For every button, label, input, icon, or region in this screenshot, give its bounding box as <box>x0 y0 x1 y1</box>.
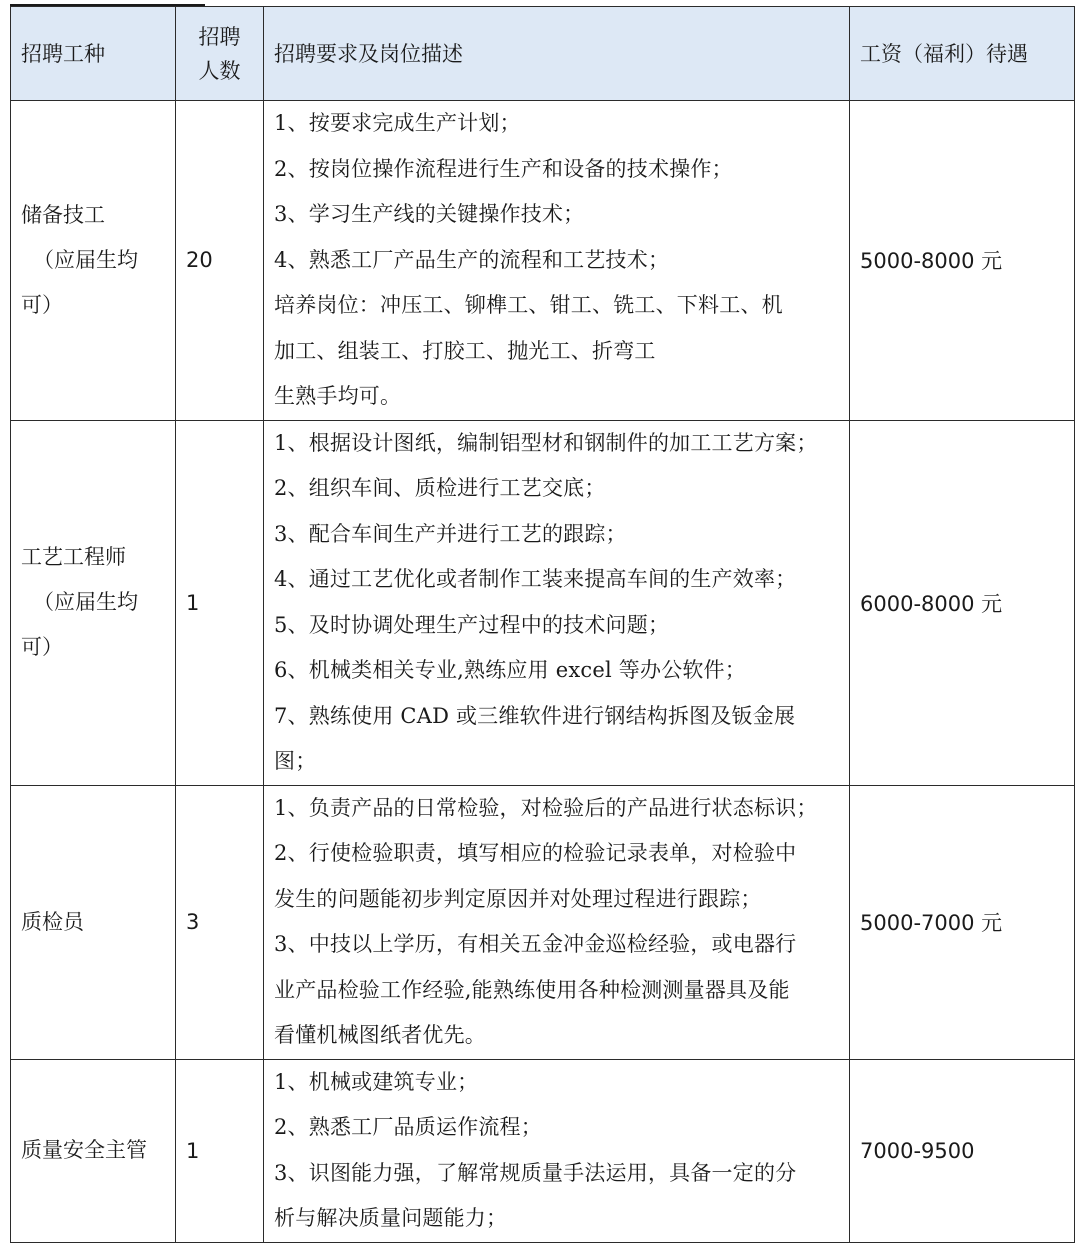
job-title: 工艺工程师 <box>21 545 126 569</box>
job-title: 质检员 <box>21 909 84 934</box>
job-note: （应届生均 <box>33 247 138 272</box>
job-salary: 7000-9500 <box>850 1059 1075 1242</box>
desc-line: 2、组织车间、质检进行工艺交底； <box>274 476 606 500</box>
desc-line: 3、中技以上学历，有相关五金冲金巡检经验，或电器行 <box>274 932 797 956</box>
job-count: 3 <box>176 785 264 1059</box>
desc-line: 4、通过工艺优化或者制作工装来提高车间的生产效率； <box>274 567 797 591</box>
job-description <box>264 785 850 1059</box>
job-title: 质量安全主管 <box>21 1138 147 1162</box>
desc-line: 2、熟悉工厂品质运作流程； <box>274 1115 542 1139</box>
table-header-row <box>11 7 1075 101</box>
desc-line: 3、学习生产线的关键操作技术； <box>274 202 585 226</box>
job-note: （应届生均 <box>33 590 138 614</box>
table-row <box>11 420 1075 785</box>
table-row <box>11 1059 1075 1242</box>
desc-line: 图； <box>274 749 317 773</box>
desc-line: 3、识图能力强，了解常规质量手法运用，具备一定的分 <box>274 1160 797 1185</box>
desc-line: 2、按岗位操作流程进行生产和设备的技术操作； <box>274 156 733 181</box>
desc-line: 发生的问题能初步判定原因并对处理过程进行跟踪； <box>274 886 762 911</box>
desc-line: 7、熟练使用 CAD 或三维软件进行钢结构拆图及钣金展 <box>274 703 796 728</box>
desc-line: 1、按要求完成生产计划； <box>274 111 521 135</box>
job-title-cell <box>11 785 176 1059</box>
job-title-cell <box>11 420 176 785</box>
desc-line: 加工、组装工、打胶工、抛光工、折弯工 <box>274 338 656 363</box>
desc-line: 2、行使检验职责，填写相应的检验记录表单，对检验中 <box>274 841 797 865</box>
job-note-cont: 可） <box>21 635 63 659</box>
desc-line: 培养岗位：冲压工、铆榫工、钳工、铣工、下料工、机 <box>274 293 783 317</box>
job-count: 20 <box>176 101 264 421</box>
header-count-line2: 人数 <box>198 58 241 83</box>
job-description <box>264 420 850 785</box>
job-title: 储备技工 <box>21 202 105 227</box>
recruitment-table <box>10 6 1075 1243</box>
job-description <box>264 101 850 421</box>
job-title-cell <box>11 1059 176 1242</box>
job-salary: 5000-7000 元 <box>850 785 1075 1059</box>
job-title-cell <box>11 101 176 421</box>
desc-line: 1、机械或建筑专业； <box>274 1069 479 1094</box>
desc-line: 析与解决质量问题能力； <box>274 1206 508 1230</box>
desc-line: 看懂机械图纸者优先。 <box>274 1023 486 1047</box>
job-description <box>264 1059 850 1242</box>
desc-line: 5、及时协调处理生产过程中的技术问题； <box>274 612 670 637</box>
desc-line: 1、根据设计图纸，编制铝型材和钢制件的加工工艺方案； <box>274 430 818 455</box>
table-row <box>11 785 1075 1059</box>
header-salary: 工资（福利）待遇 <box>850 7 1075 101</box>
desc-line: 4、熟悉工厂产品生产的流程和工艺技术； <box>274 247 670 272</box>
desc-line: 1、负责产品的日常检验，对检验后的产品进行状态标识； <box>274 795 818 820</box>
header-count <box>176 7 264 101</box>
desc-line: 生熟手均可。 <box>274 384 402 408</box>
job-salary: 6000-8000 元 <box>850 420 1075 785</box>
job-salary: 5000-8000 元 <box>850 101 1075 421</box>
job-count: 1 <box>176 1059 264 1242</box>
desc-line: 3、配合车间生产并进行工艺的跟踪； <box>274 521 627 546</box>
header-description: 招聘要求及岗位描述 <box>264 7 850 101</box>
desc-line: 6、机械类相关专业,熟练应用 excel 等办公软件； <box>274 658 746 682</box>
header-job-type: 招聘工种 <box>11 7 176 101</box>
table-row <box>11 101 1075 421</box>
desc-line: 业产品检验工作经验,能熟练使用各种检测测量器具及能 <box>274 977 790 1002</box>
job-note-cont: 可） <box>21 292 63 317</box>
header-count-line1: 招聘 <box>198 24 241 49</box>
job-count: 1 <box>176 420 264 785</box>
